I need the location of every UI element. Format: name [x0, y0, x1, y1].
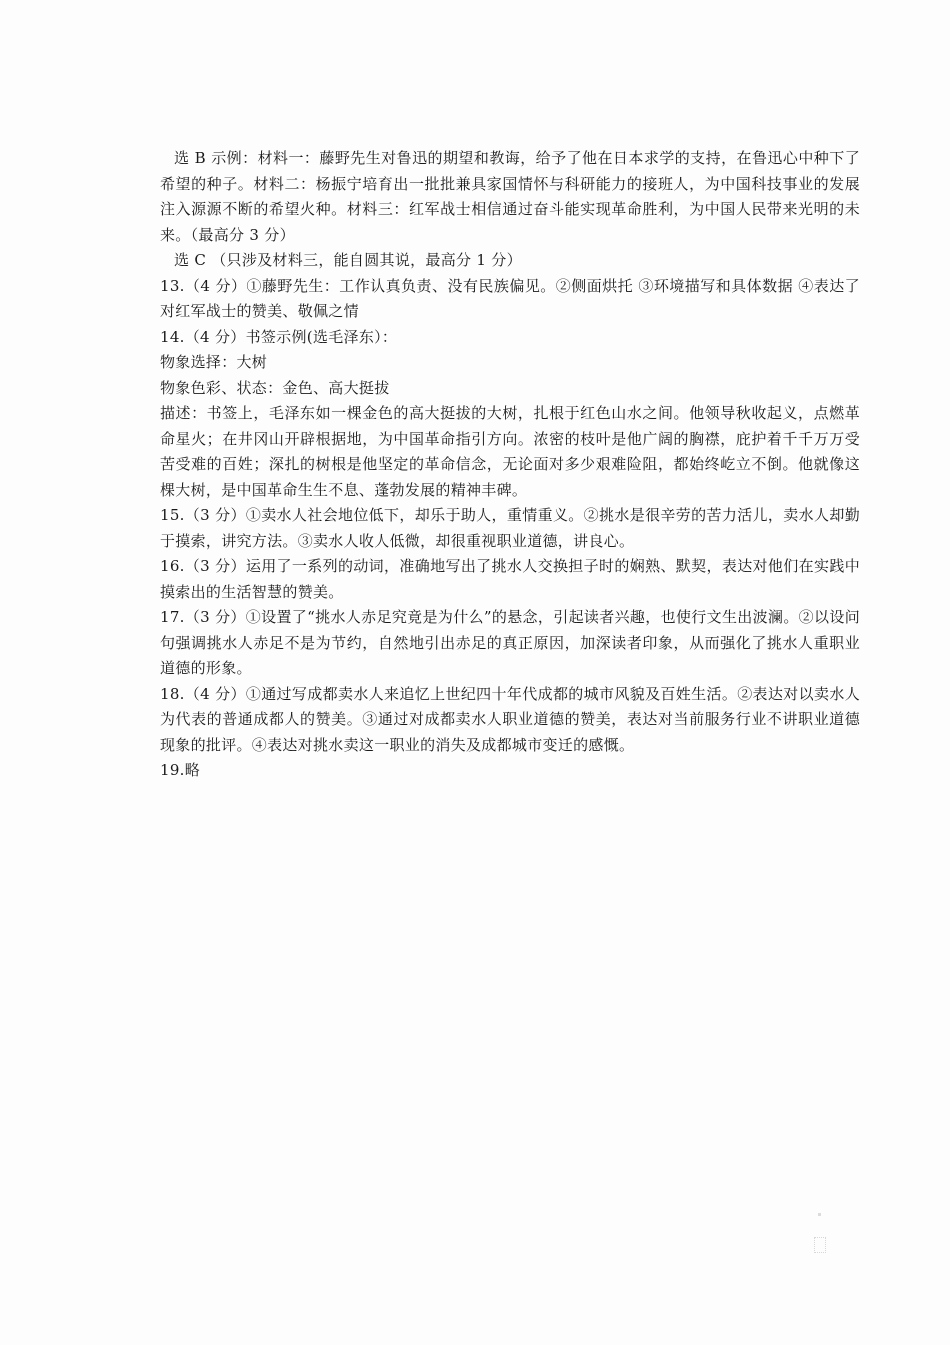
paragraph-q18: 18.（4 分）①通过写成都卖水人来追忆上世纪四十年代成都的城市风貌及百姓生活。②表达对以卖水人为代表的普通成都人的赞美。③通过对成都卖水人职业道德的赞美，表达对当前服务行业不讲职业道德现象的批评。④表达对挑水卖这一职业的消失及成都城市变迁的感慨。: [160, 684, 860, 754]
paragraph-q14-color-state: 物象色彩、状态：金色、高大挺拔: [160, 378, 390, 397]
paragraph-option-b: 选 B 示例：材料一：藤野先生对鲁迅的期望和教诲，给予了他在日本求学的支持，在鲁迅心中种下了希望的种子。材料二：杨振宁培育出一批批兼具家国情怀与科研能力的接班人，为中国科技事业的发展注入源源不断的希望火种。材料三：红军战士相信通过奋斗能实现革命胜利，为中国人民带来光明的未来。（最高分 3 分）: [160, 149, 860, 244]
scan-speck: [818, 1213, 821, 1216]
paragraph-q17: 17.（3 分）①设置了“挑水人赤足究竟是为什么”的悬念，引起读者兴趣，也使行文生出波澜。②以设问句强调挑水人赤足不是为节约，自然地引出赤足的真正原因，加深读者印象，从而强化了挑水人重职业道德的形象。: [160, 608, 860, 677]
scan-artifact-mark: [814, 1237, 826, 1253]
answer-key-body: [160, 146, 860, 784]
paragraph-q16: 16.（3 分）运用了一系列的动词，准确地写出了挑水人交换担子时的娴熟、默契，表达对他们在实践中摸索出的生活智慧的赞美。: [160, 557, 860, 601]
paragraph-q13: 13.（4 分）①藤野先生：工作认真负责、没有民族偏见。②侧面烘托 ③环境描写和具体数据 ④表达了对红军战士的赞美、敬佩之情: [160, 276, 860, 320]
paragraph-q14-object: 物象选择：大树: [160, 353, 268, 371]
paragraph-q14: 14.（4 分）书签示例(选毛泽东）：: [160, 327, 398, 346]
paragraph-q14-description: 描述：书签上，毛泽东如一棵金色的高大挺拔的大树，扎根于红色山水之间。他领导秋收起义，点燃革命星火；在井冈山开辟根据地，为中国革命指引方向。浓密的枝叶是他广阔的胸襟，庇护着千千万万受苦受难的百姓；深扎的树根是他坚定的革命信念，无论面对多少艰难险阻，都始终屹立不倒。他就像这棵大树，是中国革命生生不息、蓬勃发展的精神丰碑。: [160, 404, 860, 499]
paragraph-option-c: 选 C （只涉及材料三，能自圆其说，最高分 1 分）: [174, 251, 522, 269]
paragraph-q15: 15.（3 分）①卖水人社会地位低下，却乐于助人，重情重义。②挑水是很辛劳的苦力活儿，卖水人却勤于摸索，讲究方法。③卖水人收人低微，却很重视职业道德，讲良心。: [160, 506, 860, 550]
paragraph-q19: 19.略: [160, 761, 201, 779]
